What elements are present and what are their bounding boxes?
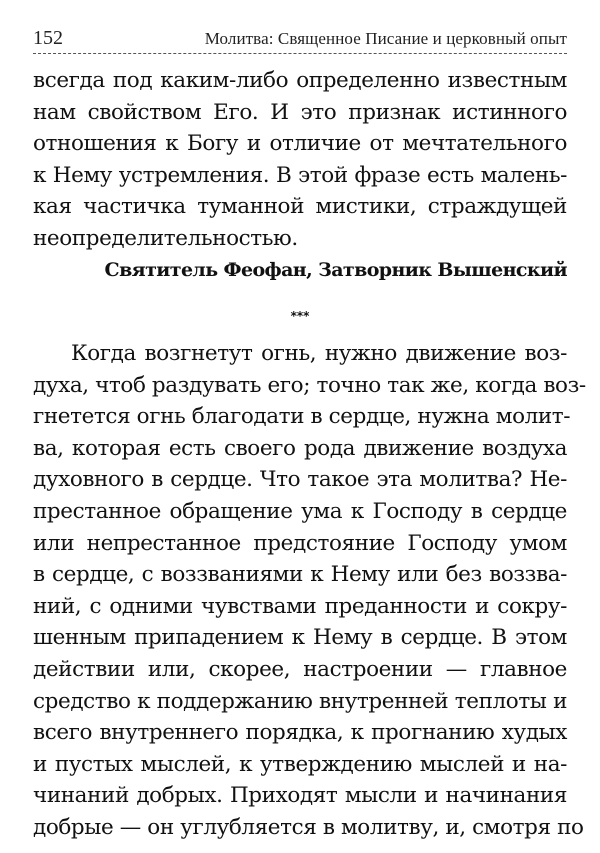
section-separator: ***	[290, 309, 310, 323]
text-line: отношения к Богу и отличие от мечтательного	[33, 131, 567, 157]
text-line: кая частичка туманной мистики, страждущей	[33, 194, 567, 220]
text-line: действии или, скорее, настроении — главное	[33, 656, 567, 682]
text-line: шенным припадением к Нему в сердце. В этом	[33, 625, 567, 651]
text-line: нам свойством Его. И это признак истинного	[33, 99, 567, 125]
text-line: престанное обращение ума к Господу в сердце	[33, 498, 567, 524]
text-line: всегда под каким-либо определенно известным	[33, 68, 567, 93]
text-line: неопределительностью.	[33, 225, 298, 251]
text-line: или непрестанное предстояние Господу умом	[33, 530, 567, 556]
main-paragraph	[33, 338, 586, 844]
quote-paragraph	[33, 65, 567, 255]
text-line: ва, которая есть своего рода движение воздуха	[33, 435, 567, 461]
text-line: средство к поддержанию внутренней теплоты и	[33, 688, 567, 714]
text-line: всего внутреннего порядка, к прогнанию худых	[33, 720, 567, 746]
quote-attribution: Святитель Феофан, Затворник Вышенский	[104, 259, 567, 281]
text-line: к Нему устремления. В этой фразе есть малень-	[33, 162, 567, 188]
text-line: и пустых мыслей, к утверждению мыслей и на-	[33, 751, 567, 777]
text-line: ний, с одними чувствами преданности и сокру-	[33, 593, 567, 619]
header-rule	[33, 53, 567, 54]
text-line: добрые — он углубляется в молитву, и, смотря по	[33, 814, 584, 840]
text-line: в сердце, с воззваниями к Нему или без воззва-	[33, 562, 567, 588]
text-line: Когда возгнетут огнь, нужно движение воз-	[71, 341, 567, 366]
text-line: духовного в сердце. Что такое эта молитва? Не-	[33, 467, 567, 493]
text-line: чинаний добрых. Приходят мысли и начинания	[33, 783, 567, 809]
text-line: гнетется огнь благодати в сердце, нужна молит-	[33, 404, 571, 430]
running-title: Молитва: Священное Писание и церковный опыт	[204, 29, 567, 48]
text-line: духа, чтоб раздувать его; точно так же, когда воз-	[33, 372, 586, 398]
page-number: 152	[33, 27, 63, 49]
running-head	[33, 27, 567, 49]
